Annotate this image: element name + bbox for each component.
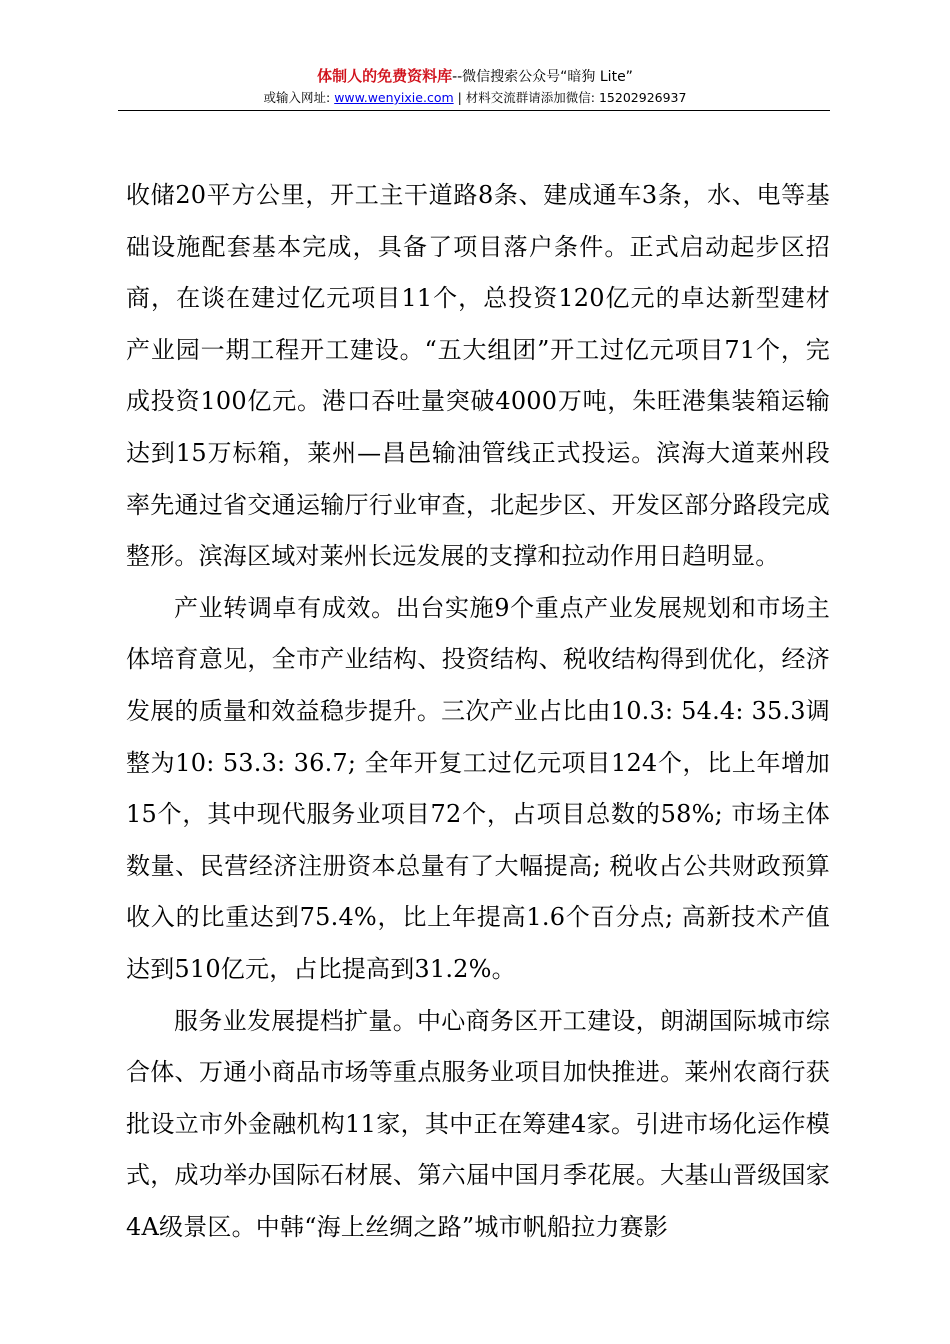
header-contact: | 材料交流群请添加微信: 15202926937 [453, 90, 687, 105]
header-url-prefix: 或输入网址: [263, 90, 335, 105]
header-tagline: --微信搜索公众号“暗狗 Lite” [452, 69, 633, 85]
header-contact-line [0, 88, 950, 108]
header-url-link[interactable]: www.wenyixie.com [334, 90, 454, 105]
paragraph-3: 服务业发展提档扩量。中心商务区开工建设，朗湖国际城市综合体、万通小商品市场等重点服务业项目加快推进。莱州农商行获批设立市外金融机构11家，其中正在筹建4家。引进市场化运作模式，成功举办国际石材展、第六届中国月季花展。大基山晋级国家4A级景区。中韩“海上丝绸之路”城市帆船拉力赛影 [126, 1006, 830, 1241]
document-body [126, 170, 830, 1253]
paragraph-1: 收储20平方公里，开工主干道路8条、建成通车3条，水、电等基础设施配套基本完成，具备了项目落户条件。正式启动起步区招商，在谈在建过亿元项目11个，总投资120亿元的卓达新型建材产业园一期工程开工建设。“五大组团”开工过亿元项目71个，完成投资100亿元。港口吞吐量突破4000万吨，朱旺港集装箱运输达到15万标箱，莱州—昌邑输油管线正式投运。滨海大道莱州段率先通过省交通运输厅行业审查，北起步区、开发区部分路段完成整形。滨海区域对莱州长远发展的支撑和拉动作用日趋明显。 [126, 181, 830, 571]
page-header [0, 66, 950, 108]
header-brand: 体制人的免费资料库 [317, 67, 453, 85]
header-divider [118, 110, 830, 111]
header-banner [0, 66, 950, 87]
paragraph-2: 产业转调卓有成效。出台实施9个重点产业发展规划和市场主体培育意见，全市产业结构、投资结构、税收结构得到优化，经济发展的质量和效益稳步提升。三次产业占比由10.3: 54.4: 35.3调整为10: 53.3: 36.7; 全年开复工过亿元项目124个，比上年增加15个，其中现代服务业项目72个，占项目总数的58%; 市场主体数量、民营经济注册资本总量有了大幅提高; 税收占公共财政预算收入的比重达到75.4%，比上年提高1.6个百分点; 高新技术产值达到510亿元，占比提高到31.2%。 [126, 593, 830, 983]
